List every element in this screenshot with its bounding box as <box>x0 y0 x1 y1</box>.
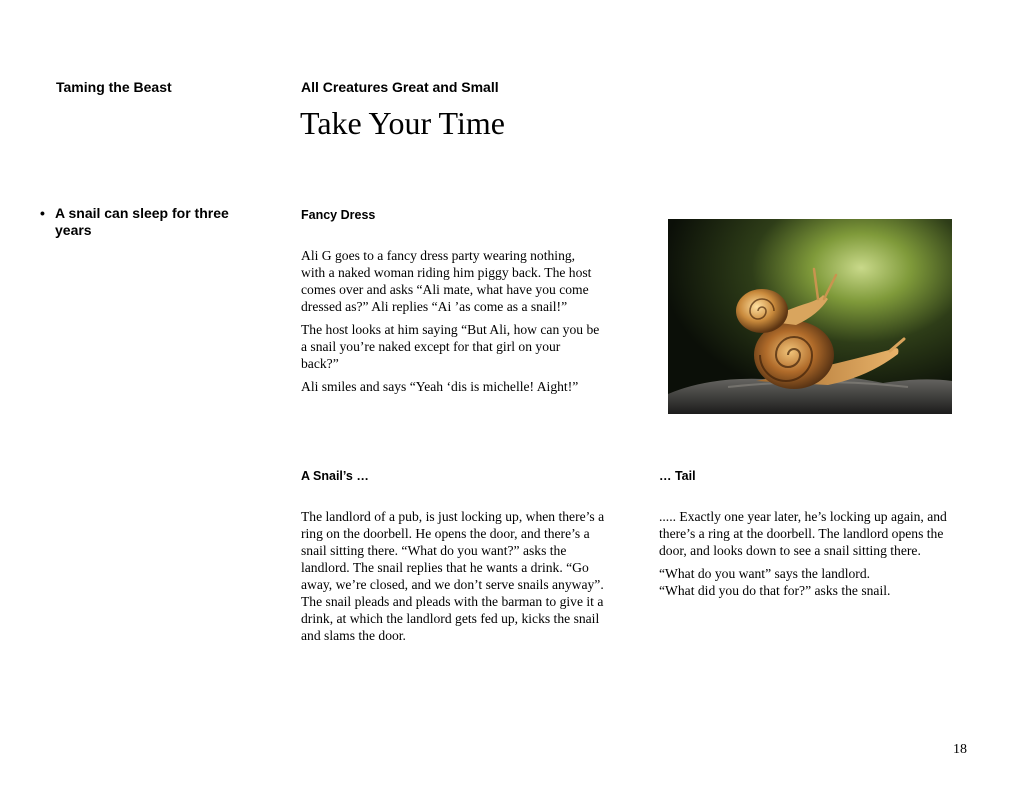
paragraph: “What did you do that for?” asks the snail. <box>659 583 891 598</box>
story-heading-tail: … Tail <box>659 469 696 483</box>
paragraph: Ali G goes to a fancy dress party wearing nothing, with a naked woman riding him piggy back. The host comes over and asks “Ali mate, what have you come dressed as?” Ali replies “Ai ’as come as a snail!” <box>301 248 592 314</box>
bullet-icon: • <box>40 205 45 221</box>
fact-list <box>40 205 250 239</box>
section-label-main: All Creatures Great and Small <box>301 79 499 95</box>
story-heading-snails: A Snail’s … <box>301 469 369 483</box>
page-title: Take Your Time <box>300 105 505 141</box>
paragraph: The landlord of a pub, is just locking up, when there’s a ring on the doorbell. He opens the door, and there’s a snail sitting there. “What do you want?” asks the landlord. The snail replies that he wants a drink. “Go away, we’re closed, and we don’t serve snails anyway”. The snail pleads and pleads with the barman to give it a drink, at which the landlord gets fed up, kicks the snail and slams the door. <box>301 509 605 643</box>
paragraph: The host looks at him saying “But Ali, how can you be a snail you’re naked except for that girl on your back?” <box>301 322 600 371</box>
story-body-tail <box>659 508 964 605</box>
fact-text: A snail can sleep for three years <box>55 205 229 238</box>
list-item <box>40 205 250 239</box>
story-body-fancy-dress <box>301 247 601 401</box>
story-body-snails <box>301 508 606 650</box>
paragraph: ..... Exactly one year later, he’s locking up again, and there’s a ring at the doorbell. The landlord opens the door, and looks down to see a snail sitting there. <box>659 509 947 558</box>
paragraph: Ali smiles and says “Yeah ‘dis is michelle! Aight!” <box>301 379 579 394</box>
story-heading-fancy-dress: Fancy Dress <box>301 208 376 222</box>
snail-photo <box>668 219 952 414</box>
section-label-left: Taming the Beast <box>56 79 172 95</box>
page-number: 18 <box>953 742 967 757</box>
paragraph: “What do you want” says the landlord. <box>659 566 871 581</box>
